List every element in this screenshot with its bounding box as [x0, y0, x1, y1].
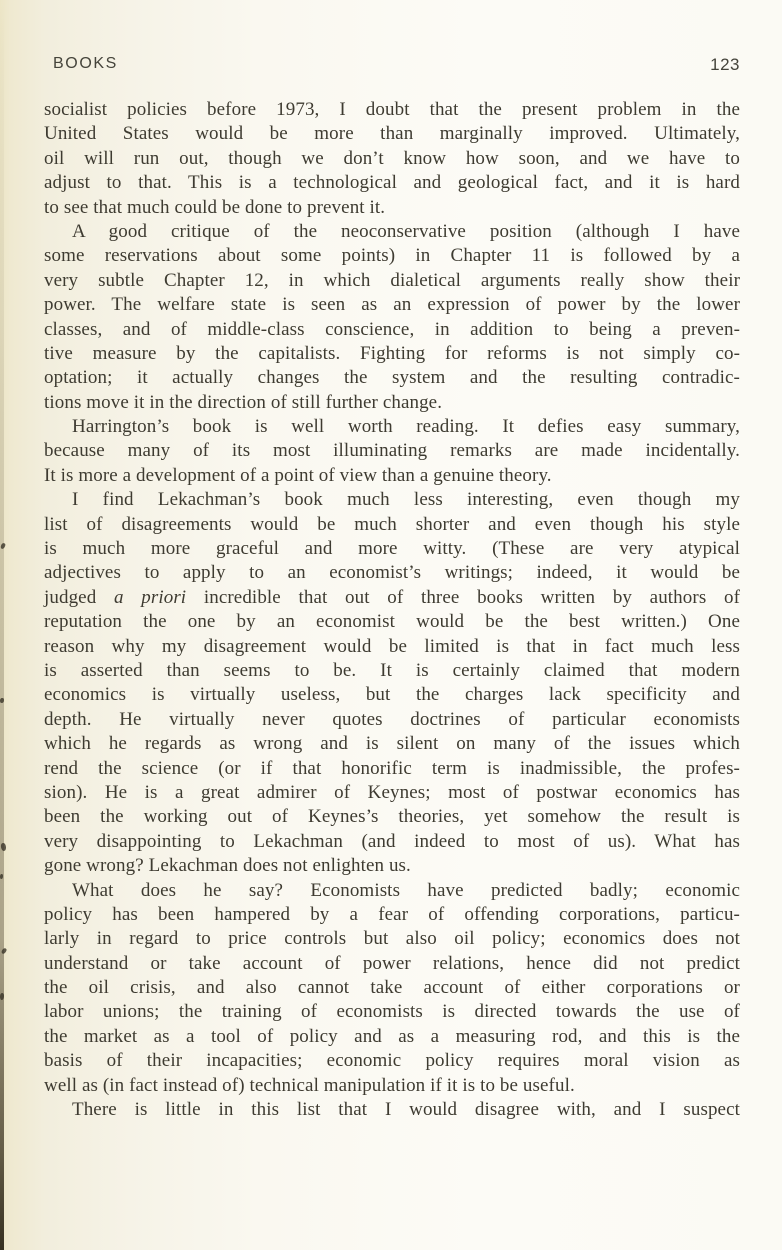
text-line: which he regards as wrong and is silent on many of the issues which: [44, 733, 740, 755]
scan-speck: [1, 947, 7, 954]
running-head: BOOKS: [53, 55, 118, 72]
text-line: What does he say? Economists have predicted badly; economic: [72, 879, 740, 901]
text-line: labor unions; the training of economists is directed towards the use of: [44, 1001, 740, 1023]
text-line: A good critique of the neoconservative position (although I have: [72, 220, 740, 242]
text-line: reputation the one by an economist would be the best written.) One: [44, 611, 740, 633]
text-line: adjectives to apply to an economist’s writings; indeed, it would be: [44, 562, 740, 584]
text-line: depth. He virtually never quotes doctrines of particular economists: [44, 708, 740, 730]
text-line: understand or take account of power relations, hence did not predict: [44, 952, 740, 974]
text-line: very disappointing to Lekachman (and indeed to most of us). What has: [44, 830, 740, 852]
text-line: larly in regard to price controls but also oil policy; economics does not: [44, 928, 740, 950]
page-header: [53, 55, 740, 75]
text-line: classes, and of middle-class conscience, in addition to being a preven-: [44, 318, 740, 340]
page-number: 123: [710, 55, 740, 74]
text-line: is asserted than seems to be. It is certainly claimed that modern: [44, 659, 740, 681]
text-line: list of disagreements would be much shorter and even though his style: [44, 513, 740, 535]
text-line: some reservations about some points) in Chapter 11 is followed by a: [44, 245, 740, 267]
text-line: adjust to that. This is a technological and geological fact, and it is hard: [44, 172, 740, 194]
text-line: There is little in this list that I would disagree with, and I suspect: [72, 1099, 740, 1121]
text-line: well as (in fact instead of) technical manipulation if it is to be useful.: [44, 1074, 575, 1096]
text-line: Harrington’s book is well worth reading. It defies easy summary,: [72, 416, 740, 438]
text-line: tive measure by the capitalists. Fighting for reforms is not simply co-: [44, 342, 740, 364]
text-line: the market as a tool of policy and as a measuring rod, and this is the: [44, 1025, 740, 1047]
text-line: basis of their incapacities; economic policy requires moral vision as: [44, 1050, 740, 1072]
text-line: I find Lekachman’s book much less interesting, even though my: [72, 489, 740, 511]
text-line: tions move it in the direction of still further change.: [44, 391, 443, 413]
text-line: reason why my disagreement would be limited is that in fact much less: [44, 635, 740, 657]
text-line: socialist policies before 1973, I doubt that the present problem in the: [44, 99, 740, 120]
text-line: the oil crisis, and also cannot take account of either corporations or: [44, 977, 740, 999]
text-line: It is more a development of a point of view than a genuine theory.: [44, 464, 552, 486]
scan-speck: [0, 542, 6, 549]
text-line: because many of its most illuminating remarks are made incidentally.: [44, 440, 740, 462]
text-line: optation; it actually changes the system and the resulting contradic-: [44, 367, 740, 389]
text-line: been the working out of Keynes’s theories, yet somehow the result is: [44, 806, 740, 828]
page-left-edge-shadow: [0, 0, 4, 1250]
text-line: very subtle Chapter 12, in which dialetical arguments really show their: [44, 269, 740, 291]
page-body: [44, 98, 740, 1122]
text-line: United States would be more than marginally improved. Ultimately,: [44, 123, 740, 145]
text-line: judged a priori incredible that out of three books written by authors of: [44, 586, 740, 608]
text-line: policy has been hampered by a fear of offending corporations, particu-: [44, 903, 740, 925]
text-line: power. The welfare state is seen as an expression of power by the lower: [44, 294, 740, 316]
text-line: economics is virtually useless, but the charges lack specificity and: [44, 684, 740, 706]
text-line: gone wrong? Lekachman does not enlighten us.: [44, 855, 411, 877]
text-line: to see that much could be done to prevent it.: [44, 196, 386, 218]
text-line: sion). He is a great admirer of Keynes; most of postwar economics has: [44, 781, 740, 803]
text-line: oil will run out, though we don’t know how soon, and we have to: [44, 147, 740, 169]
text-line: rend the science (or if that honorific term is inadmissible, the profes-: [44, 757, 740, 779]
text-line: is much more graceful and more witty. (These are very atypical: [44, 538, 740, 560]
